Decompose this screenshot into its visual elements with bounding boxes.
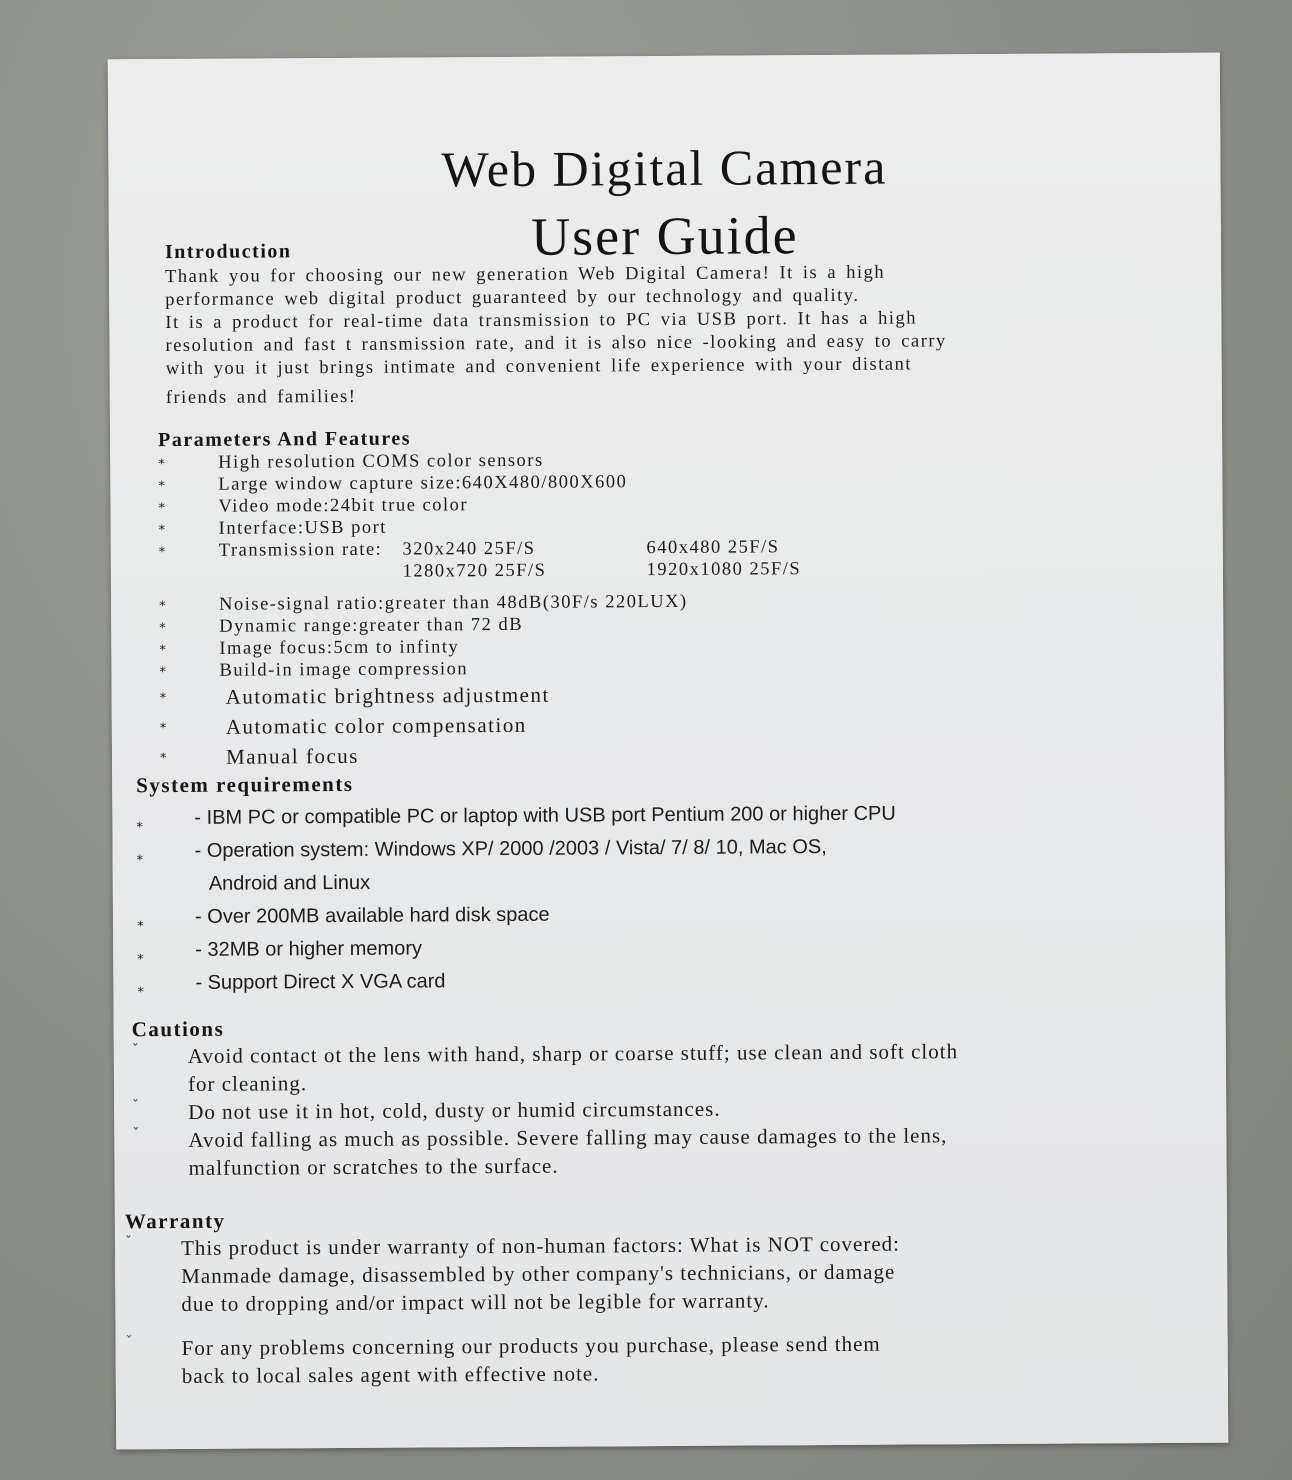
warranty-section [125, 1203, 1186, 1390]
list-item: * Image focus:5cm to infinty [159, 632, 1169, 660]
list-item: * - 32MB or higher memory [137, 928, 1177, 967]
star-bullet-icon: * [136, 820, 144, 836]
document-title: Web Digital Camera [441, 138, 888, 198]
checkmark-bullet-icon: ˇ [132, 1126, 141, 1143]
list-item: ˇ Do not use it in hot, cold, dusty or humid circumstances. [132, 1092, 1192, 1126]
system-requirements-section [136, 767, 1177, 1000]
list-item: * Dynamic range:greater than 72 dB [159, 610, 1169, 638]
star-bullet-icon: * [158, 457, 167, 473]
checkmark-bullet-icon: ˇ [131, 1042, 140, 1059]
intro-line: friends and families! [165, 386, 357, 409]
introduction-section [165, 235, 1176, 410]
list-item: ˇ This product is under warranty of non-human factors: What is NOT covered: Manmade damage, disassembled by other company's technicians, or damage due to dropping and/or impact will not be legible for warranty. [125, 1228, 1185, 1318]
rate-value: 320x240 25F/S [402, 538, 536, 560]
list-item: ˇ Avoid contact ot the lens with hand, sharp or coarse stuff; use clean and soft cloth for cleaning. [132, 1036, 1192, 1098]
introduction-heading: Introduction [164, 240, 292, 264]
star-bullet-icon: * [159, 751, 169, 767]
list-item: * - IBM PC or compatible PC or laptop with USB port Pentium 200 or higher CPU [136, 796, 1176, 835]
checkmark-bullet-icon: ˇ [124, 1234, 134, 1251]
checkmark-bullet-icon: ˇ [125, 1334, 134, 1351]
list-item: ˇ For any problems concerning our products you purchase, please send them back to local sales agent with effective note. [126, 1328, 1186, 1390]
list-item: * - Over 200MB available hard disk space [137, 895, 1177, 934]
user-guide-sheet [108, 53, 1228, 1450]
system-requirements-heading: System requirements [136, 771, 354, 798]
star-bullet-icon: * [159, 643, 168, 659]
list-item: * - Support Direct X VGA card [137, 961, 1177, 1000]
star-bullet-icon: * [137, 919, 144, 935]
introduction-text [165, 260, 1176, 410]
warranty-list [125, 1228, 1186, 1390]
transmission-label: Transmission rate: [218, 539, 383, 561]
list-item: * High resolution COMS color sensors [158, 446, 1168, 474]
list-item: * Large window capture size:640X480/800X600 [158, 468, 1168, 496]
star-bullet-icon: * [136, 853, 144, 869]
warranty-heading: Warranty [124, 1208, 226, 1234]
star-bullet-icon: * [158, 545, 167, 561]
list-item: * - Operation system: Windows XP/ 2000 /2003 / Vista/ 7/ 8/ 10, Mac OS, Android and Linux [136, 836, 827, 895]
star-bullet-icon: * [158, 501, 167, 517]
star-bullet-icon: * [159, 665, 168, 681]
parameters-heading: Parameters And Features [158, 427, 412, 452]
list-item: * Automatic brightness adjustment [160, 676, 1170, 712]
intro-line: Thank you for choosing our new generation Web Digital Camera! It is a high [165, 262, 886, 288]
intro-line: It is a product for real-time data transmission to PC via USB port. It has a high [165, 308, 918, 334]
rate-value: 1280x720 25F/S [402, 560, 547, 582]
list-item: * Video mode:24bit true color [158, 490, 1168, 518]
intro-line: resolution and fast t ransmission rate, and it is also nice -looking and easy to carry [165, 331, 947, 357]
list-item: * Interface:USB port [159, 512, 1169, 540]
system-requirements-list [136, 796, 1177, 1000]
parameters-list [158, 446, 1170, 772]
star-bullet-icon: * [158, 523, 167, 539]
rate-value: 1920x1080 25F/S [646, 559, 802, 581]
list-item: ˇ Avoid falling as much as possible. Severe falling may cause damages to the lens, malfunction or scratches to the surface. [132, 1120, 1192, 1182]
checkmark-bullet-icon: ˇ [132, 1098, 141, 1115]
list-item: * Manual focus [160, 736, 1170, 772]
parameters-section [158, 423, 1170, 772]
cautions-list [132, 1036, 1193, 1182]
rate-value: 640x480 25F/S [646, 537, 780, 559]
star-bullet-icon: * [159, 599, 168, 615]
document-subtitle: User Guide [530, 205, 799, 267]
star-bullet-icon: * [158, 479, 167, 495]
list-item: * Automatic color compensation [160, 706, 1170, 742]
star-bullet-icon: * [159, 721, 168, 737]
star-bullet-icon: * [159, 691, 168, 707]
intro-line: performance web digital product guaranteed by our technology and quality. [165, 285, 860, 311]
list-item: * Build-in image compression [159, 654, 1169, 682]
cautions-section [132, 1011, 1193, 1182]
star-bullet-icon: * [137, 952, 144, 968]
star-bullet-icon: * [159, 621, 168, 637]
cautions-heading: Cautions [131, 1016, 225, 1042]
transmission-rates [402, 536, 866, 583]
star-bullet-icon: * [137, 985, 145, 1001]
intro-line: with you it just brings intimate and convenient life experience with your distant [165, 354, 913, 380]
list-item: * Noise-signal ratio:greater than 48dB(30F/s 220LUX) [159, 588, 1169, 616]
transmission-rate-item [159, 534, 1169, 584]
